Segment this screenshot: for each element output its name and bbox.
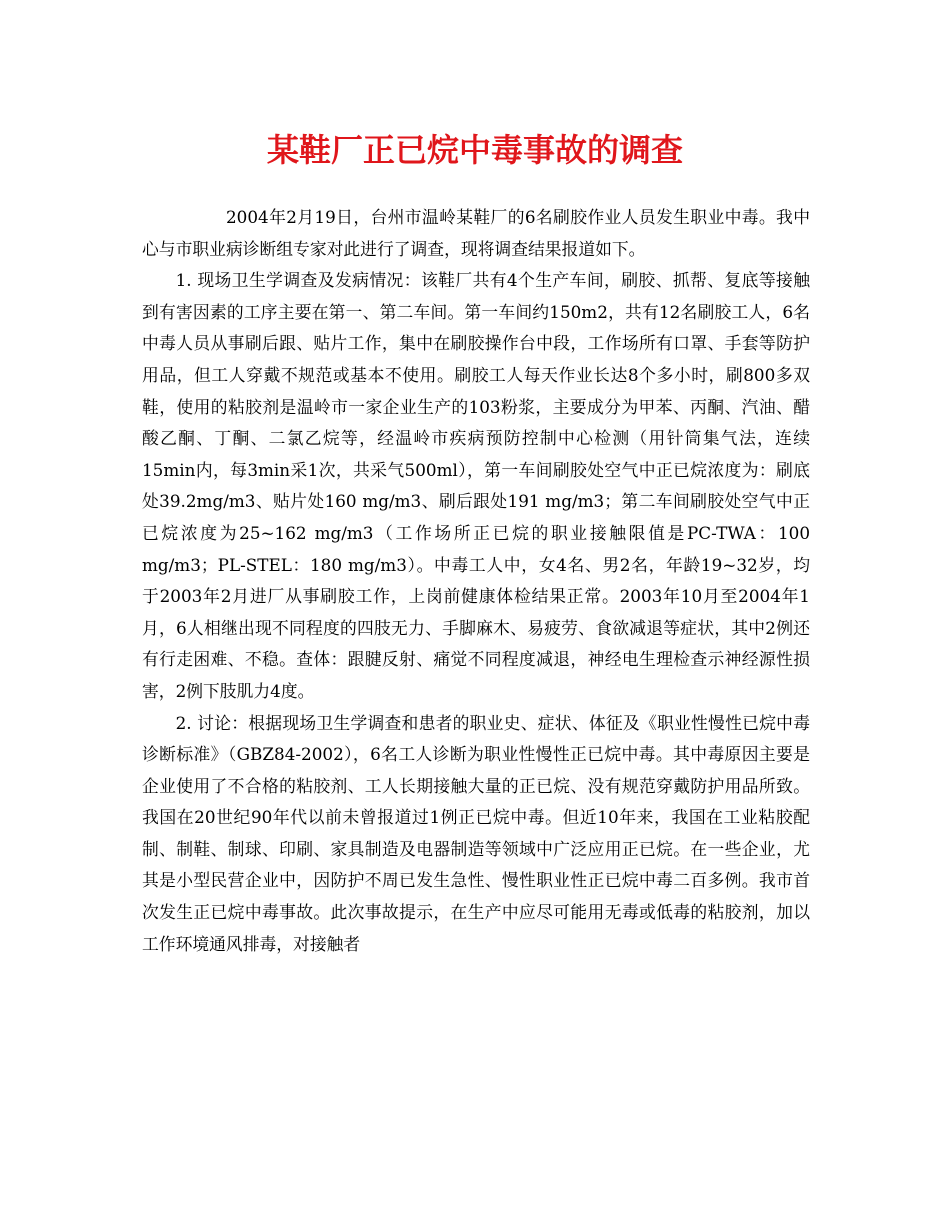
document-title: 某鞋厂正已烷中毒事故的调查: [266, 131, 683, 169]
paragraph-discussion: 2. 讨论：根据现场卫生学调查和患者的职业史、症状、体征及《职业性慢性已烷中毒诊断标准》（GBZ84-2002），6名工人诊断为职业性慢性正已烷中毒。其中毒原因主要是企业使用了不合格的粘胶剂、工人长期接触大量的正已烷、没有规范穿戴防护用品所致。我国在20世纪90年代以前未曾报道过1例正已烷中毒。但近10年来，我国在工业粘胶配制、制鞋、制球、印刷、家具制造及电器制造等领域中广泛应用正已烷。在一些企业，尤其是小型民营企业中，因防护不周已发生急性、慢性职业性正已烷中毒二百多例。我市首次发生正已烷中毒事故。此次事故提示，在生产中应尽可能用无毒或低毒的粘胶剂，加以工作环境通风排毒，对接触者: [142, 712, 810, 954]
paragraph-intro: 2004年2月19日，台州市温岭某鞋厂的6名刷胶作业人员发生职业中毒。我中心与市职业病诊断组专家对此进行了调查，现将调查结果报道如下。: [142, 207, 810, 259]
document-body: [142, 202, 810, 960]
paragraph-site-investigation: 1. 现场卫生学调查及发病情况：该鞋厂共有4个生产车间，刷胶、抓帮、复底等接触到有害因素的工序主要在第一、第二车间。第一车间约150m2，共有12名刷胶工人，6名中毒人员从事刷后跟、贴片工作，集中在刷胶操作台中段，工作场所有口罩、手套等防护用品，但工人穿戴不规范或基本不使用。刷胶工人每天作业长达8个多小时，刷800多双鞋，使用的粘胶剂是温岭市一家企业生产的103粉浆，主要成分为甲苯、丙酮、汽油、醋酸乙酮、丁酮、二氯乙烷等，经温岭市疾病预防控制中心检测（用针筒集气法，连续15min内，每3min采1次，共采气500ml），第一车间刷胶处空气中正已烷浓度为：刷底处39.2mg/m3、贴片处160 mg/m3、刷后跟处191 mg/m3；第二车间刷胶处空气中正已烷浓度为25~162 mg/m3（工作场所正已烷的职业接触限值是PC-TWA：100 mg/m3；PL-STEL：180 mg/m3）。中毒工人中，女4名、男2名，年龄19~32岁，均于2003年2月进厂从事刷胶工作，上岗前健康体检结果正常。2003年10月至2004年1月，6人相继出现不同程度的四肢无力、手脚麻木、易疲劳、食欲减退等症状，其中2例还有行走困难、不稳。查体：跟腱反射、痛觉不同程度减退，神经电生理检查示神经源性损害，2例下肢肌力4度。: [142, 270, 810, 701]
